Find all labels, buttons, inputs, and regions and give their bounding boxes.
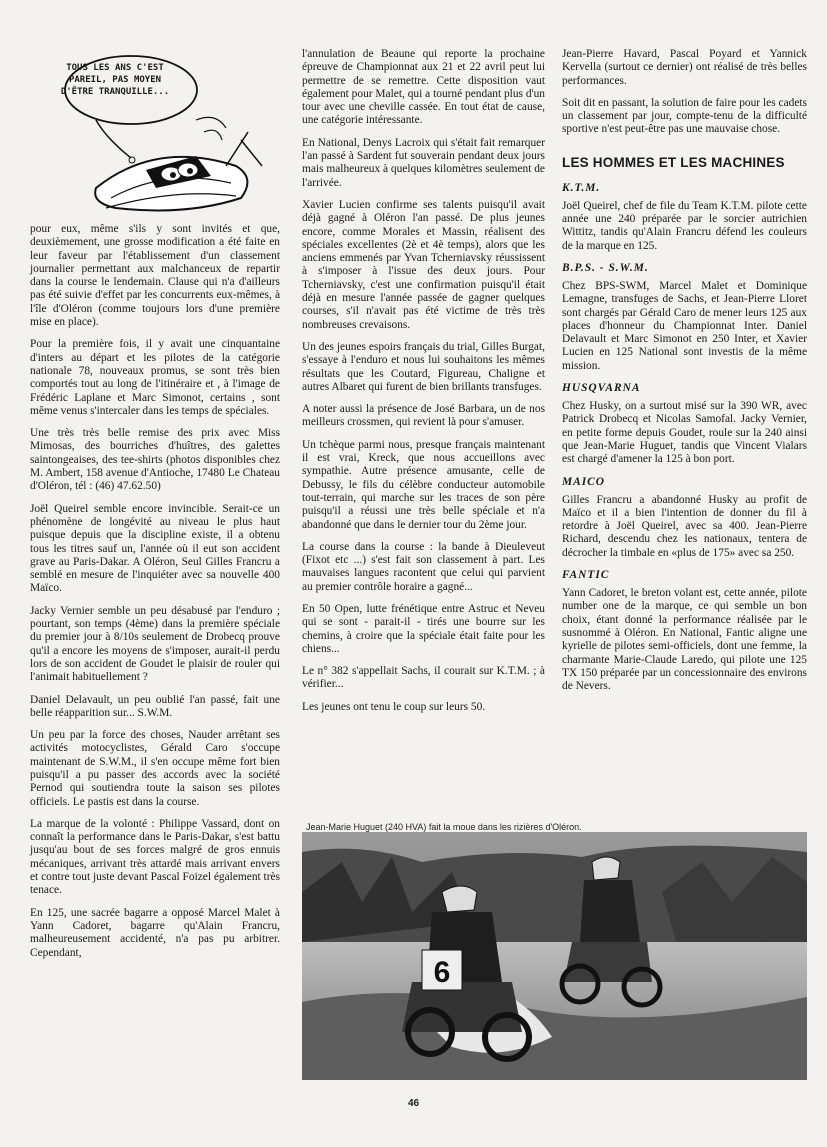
paragraph: Une très très belle remise des prix avec Miss Mimosas, des bourriches d'huîtres, des galettes saintongeaises, des tee-shirts (photos disponibles chez M. Ambert, 158 avenue d'Antioche, 17480 Le Chateau d'Oléron, tél : (46) 47.62.50) bbox=[30, 427, 280, 493]
brand-heading: B.P.S. - S.W.M. bbox=[562, 261, 649, 274]
paragraph: Un peu par la force des choses, Nauder arrêtant ses activités motocyclistes, Gérald Caro s'occupe maintenant de S.W.M., il s'en occupe même fort bien puisqu'il a pu passer des accords avec la société Pernod qui soutiendra toute la saison ses pilotes officiels. Le pastis est dans la course. bbox=[30, 729, 280, 808]
paragraph: Xavier Lucien confirme ses talents puisqu'il avait déjà gagné à Oléron l'an passé. De plus jeunes encore, comme Morales et Massin, réalisent des spéciales excellentes (2è et 4è temps), alors que les anciens emmenés par Yvan Tcherniavsky réussissent à s'imposer à l'issue des deux jours. Pour Tcherniavsky, c'est une confirmation puisqu'il était déjà en mesure l'année passée de gagner quelques courses, s'il n'avait pas été victime de très très nombreuses crevaisons. bbox=[302, 198, 545, 331]
paragraph: En 125, une sacrée bagarre a opposé Marcel Malet à Yann Cadoret, bagarre qu'Alain Francru, malheureusement accidenté, n'a pas pu arbitrer. Cependant, bbox=[30, 906, 280, 959]
paragraph: Yann Cadoret, le breton volant est, cette année, pilote number one de la marque, ce qui semble un bon choix, étant donné la performance réalisée par le susnommé à Oléron. En National, Fantic aligne une kyrielle de pilotes semi-officiels, dont une femme, la charmante Marie-Claude Laredo, qui pilote une 125 TX 150 préparée par un concessionnaire des environs de Nevers. bbox=[562, 587, 807, 693]
paragraph: En 50 Open, lutte frénétique entre Astruc et Neveu qui se sont - parait-il - tirés une bourre sur les chemins, à croire que la spéciale était faite pour les chiens... bbox=[302, 602, 545, 655]
paragraph: pour eux, même s'ils y sont invités et que, deuxièmement, une grosse modification a été faite en leur faveur par l'établissement d'un classement journalier permettant aux malchanceux de repartir dans la course le lendemain. Clause qui n'a d'ailleurs pas été suivie d'effet par les concurrents eux-mêmes, à l'île d'Oléron (comme toujours lors d'une première mise en place). bbox=[30, 223, 280, 329]
paragraph: Joël Queirel semble encore invincible. Serait-ce un phénomène de longévité au niveau le plus haut puisque depuis que la discipline existe, il a obtenu tous les titres sauf un, l'année où il eut son accident grave au Paris-Dakar. A Oléron, Seul Gilles Francru a semblé en mesure de l'inquiéter avec sa nouvelle 400 Maïco. bbox=[30, 502, 280, 595]
paragraph: Joël Queirel, chef de file du Team K.T.M. pilote cette année une 240 préparée par le sorcier autrichien Wittitz, tandis qu'Alain Francru défend les couleurs de la marque en 125. bbox=[562, 199, 807, 252]
number-plate: 6 bbox=[433, 956, 451, 989]
section-title: LES HOMMES ET LES MACHINES bbox=[562, 154, 785, 170]
paragraph: Jacky Vernier semble un peu désabusé par l'enduro ; pourtant, son temps (4ème) dans la première spéciale du premier jour à 8/10s seulement de Drobecq prouve qu'il a encore les moyens de s'imposer, aurait-il perdu lors de son accident de Goudet le plaisir de rouler qui l'animait habituellement ? bbox=[30, 604, 280, 684]
paragraph: A noter aussi la présence de José Barbara, un de nos meilleurs crossmen, qui revient là pour s'amuser. bbox=[302, 403, 545, 429]
motocross-photo bbox=[302, 832, 807, 1080]
paragraph: Daniel Delavault, un peu oublié l'an passé, fait une belle réapparition sur... S.W.M. bbox=[30, 693, 280, 719]
column-2 bbox=[302, 48, 545, 714]
brand-heading: HUSQVARNA bbox=[562, 382, 641, 395]
brand-heading: K.T.M. bbox=[562, 181, 601, 194]
paragraph: La course dans la course : la bande à Dieuleveut (Fixot etc ...) s'est fait son classement à part. Les mauvaises langues racontent que celui qui parvient au premier contrôle horaire a gagné... bbox=[302, 540, 545, 593]
paragraph: l'annulation de Beaune qui reporte la prochaine épreuve de Championnat aux 21 et 22 avril peut lui permettre de se remettre. Cette disposition vaut également pour Malet, qui a tourné pendant plus d'un tour avec une cheville cassée. En tout état de cause, une catégorie intéressante. bbox=[302, 48, 545, 127]
paragraph: En National, Denys Lacroix qui s'était fait remarquer l'an passé à Sardent fut souverain pendant deux jours mais malheureux à quelques kilomètres seulement de l'arrivée. bbox=[302, 136, 545, 189]
paragraph: La marque de la volonté : Philippe Vassard, dont on connaît la performance dans le Paris-Dakar, s'est battu jusqu'au bout de ses forces malgré de gros ennuis mécaniques, arrivant très attardé mais arrivant envers et contre tout juste devant Pascal Foizel également très tenace. bbox=[30, 817, 280, 897]
brand-heading: MAICO bbox=[562, 475, 605, 488]
paragraph: Les jeunes ont tenu le coup sur leurs 50. bbox=[302, 700, 486, 713]
paragraph: Pour la première fois, il y avait une cinquantaine d'inters au départ et les pilotes de la catégorie nationale 78, nouveaux promus, se sont très bien comportés tout au long de l'itinéraire et , à l'image de Frédéric Laplane et Marc Simonot, certains , sont même venus s'intercaler dans les temps de spéciales. bbox=[30, 338, 280, 417]
paragraph: Gilles Francru a abandonné Husky au profit de Maïco et il a bien l'intention de donner du fil à retordre à Joël Queirel, avec sa 400. Jean-Pierre Richard, descendu chez les nationaux, tentera de décrocher la timbale en «plus de 175» avec sa 250. bbox=[562, 493, 807, 559]
paragraph: Un des jeunes espoirs français du trial, Gilles Burgat, s'essaye à l'enduro et nous lui souhaitons les mêmes résultats que les Coutard, Figureau, Chaligne et autres Albaret qui furent de bien brillants transfuges. bbox=[302, 340, 545, 393]
page-number: 46 bbox=[408, 1098, 420, 1109]
paragraph: Le n° 382 s'appellait Sachs, il courait sur K.T.M. ; à vérifier... bbox=[302, 665, 545, 691]
paragraph: Jean-Pierre Havard, Pascal Poyard et Yannick Kervella (surtout ce dernier) ont réalisé de très belles performances. bbox=[562, 48, 807, 87]
column-3 bbox=[562, 48, 807, 693]
speech-bubble-text: TOUS LES ANS C'EST PAREIL, PAS MOYEN D'ÊTRE TRANQUILLE... bbox=[60, 63, 170, 97]
photo-caption: Jean-Marie Huguet (240 HVA) fait la moue dans les rizières d'Oléron. bbox=[306, 822, 582, 832]
paragraph: Un tchèque parmi nous, presque français maintenant il est vrai, Kreck, que nous accueillons avec sympathie. Autre présence amusante, celle de Debussy, le fils du célèbre conducteur automobile tout-terrain, qui marche sur les traces de son père puisqu'il a réussi une très belle spéciale et n'a abandonné que dans le dernier tour du 2ème jour. bbox=[302, 438, 545, 531]
paragraph: Chez Husky, on a surtout misé sur la 390 WR, avec Patrick Drobecq et Nicolas Samofal. Jacky Vernier, en petite forme depuis Goudet, roule sur la 240 ainsi que Jean-Marie Huguet, tandis que Vincent Vialars est chargé d'amener la 125 à bon port. bbox=[562, 400, 807, 466]
paragraph: Chez BPS-SWM, Marcel Malet et Dominique Lemagne, transfuges de Sachs, et Jean-Pierre Lloret sont chargés par Gérald Caro de mener leurs 125 aux places d'honneur du Championnat Inter. Daniel Delavault et Marc Simonot en 250 Inter, et Xavier Lucien en 125 National sont investis de la même mission. bbox=[562, 279, 807, 372]
brand-heading: FANTIC bbox=[562, 569, 610, 582]
paragraph: Soit dit en passant, la solution de faire pour les cadets un classement par jour, compte-tenu de la difficulté sportive n'est peut-être pas une mauvaise chose. bbox=[562, 96, 807, 136]
